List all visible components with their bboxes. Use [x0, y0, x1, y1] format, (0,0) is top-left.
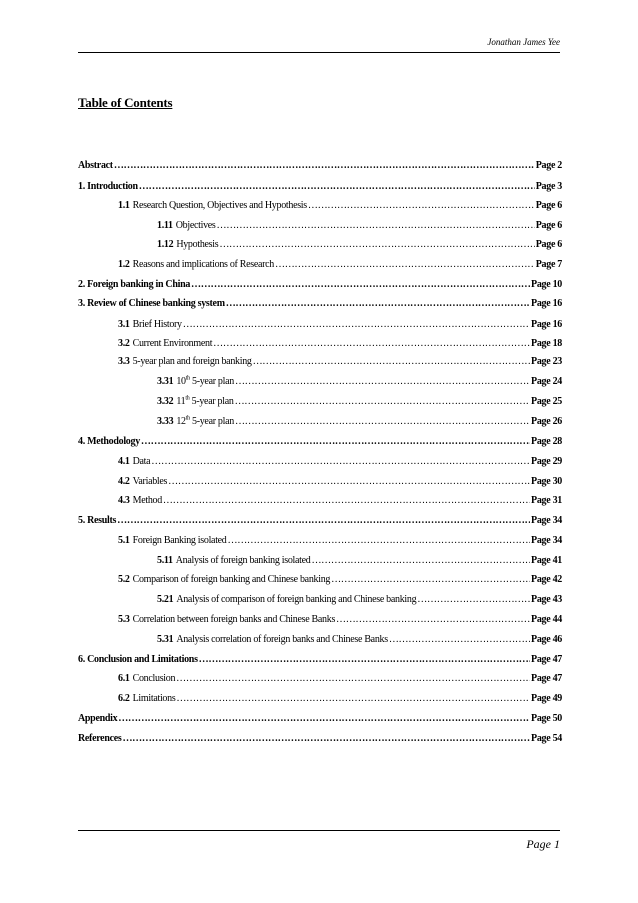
toc-entry-number: 3.2: [118, 338, 130, 349]
toc-entry-page: Page 46: [531, 634, 562, 645]
toc-entry-page: Page 3: [535, 181, 562, 192]
toc-entry-text: Brief History: [132, 319, 182, 330]
toc-entry-label: [157, 594, 416, 605]
toc-entry-label: [118, 614, 335, 625]
toc-entry-number: 4.1: [118, 456, 130, 467]
toc-entry-ordinal: 12: [176, 416, 186, 427]
toc-entry-text: Data: [132, 456, 151, 467]
toc-entry-text: 4. Methodology: [78, 436, 140, 447]
toc-dot-leader: [235, 416, 530, 427]
toc-entry[interactable]: [78, 634, 562, 652]
toc-entry-page: Page 42: [531, 574, 562, 585]
toc-entry[interactable]: [78, 535, 562, 553]
toc-entry-label: [118, 693, 175, 704]
toc-dot-leader: [217, 220, 535, 231]
toc-entry-page: Page 30: [531, 476, 562, 487]
toc-entry[interactable]: [78, 220, 562, 238]
toc-entry-number: 1.2: [118, 259, 130, 270]
toc-entry-text: Foreign Banking isolated: [132, 535, 227, 546]
toc-dot-leader: [176, 693, 530, 704]
toc-entry-number: 6.1: [118, 673, 130, 684]
toc-entry-text: 5-year plan: [189, 416, 234, 427]
toc-entry[interactable]: [78, 279, 562, 297]
toc-entry-page: Page 44: [531, 614, 562, 625]
toc-entry-text: Appendix: [78, 713, 118, 724]
toc-dot-leader: [235, 396, 530, 407]
toc-entry-page: Page 16: [531, 319, 562, 330]
toc-entry-number: 5.31: [157, 634, 174, 645]
toc-dot-leader: [139, 181, 535, 192]
toc-entry-text: Correlation between foreign banks and Chinese Banks: [132, 614, 336, 625]
toc-entry-text: 2. Foreign banking in China: [78, 279, 191, 290]
toc-entry-ordinal: 10: [176, 376, 186, 387]
toc-entry[interactable]: [78, 356, 562, 374]
toc-entry-number: 4.3: [118, 495, 130, 506]
toc-entry-number: 5.21: [157, 594, 174, 605]
toc-entry-label: [157, 220, 216, 231]
toc-entry[interactable]: [78, 673, 562, 691]
toc-entry-label: [118, 338, 212, 349]
toc-entry[interactable]: [78, 376, 562, 394]
toc-entry-number: 6.2: [118, 693, 130, 704]
toc-dot-leader: [253, 356, 530, 367]
toc-entry-number: 1.1: [118, 200, 130, 211]
toc-entry-number: 5.1: [118, 535, 130, 546]
toc-entry-label: [78, 160, 113, 171]
toc-entry[interactable]: [78, 436, 562, 454]
toc-entry[interactable]: [78, 654, 562, 672]
toc-entry-ordinal-suffix: th: [185, 375, 190, 382]
toc-dot-leader: [199, 654, 530, 665]
toc-dot-leader: [151, 456, 530, 467]
toc-dot-leader: [331, 574, 530, 585]
toc-entry-page: Page 47: [531, 673, 562, 684]
toc-entry-number: 3.31: [157, 376, 174, 387]
toc-entry-number: 3.33: [157, 416, 174, 427]
toc-entry-label: [78, 279, 190, 290]
toc-dot-leader: [191, 279, 530, 290]
toc-entry-page: Page 18: [531, 338, 562, 349]
toc-dot-leader: [226, 298, 530, 309]
toc-entry-label: [157, 239, 218, 250]
toc-entry[interactable]: [78, 416, 562, 434]
toc-entry[interactable]: [78, 574, 562, 592]
header-author: Jonathan James Yee: [487, 37, 560, 47]
toc-entry-number: 3.32: [157, 396, 174, 407]
toc-dot-leader: [163, 495, 530, 506]
toc-entry-page: Page 24: [531, 376, 562, 387]
toc-entry[interactable]: [78, 693, 562, 711]
toc-entry-label: [118, 476, 167, 487]
toc-entry-page: Page 7: [535, 259, 562, 270]
toc-dot-leader: [118, 713, 530, 724]
toc-entry-number: 5.11: [157, 555, 173, 566]
toc-entry-number: 5.2: [118, 574, 130, 585]
toc-entry[interactable]: [78, 476, 562, 494]
toc-entry-page: Page 49: [531, 693, 562, 704]
toc-entry[interactable]: [78, 594, 562, 612]
toc-entry-page: Page 6: [535, 220, 562, 231]
toc-entry-text: Research Question, Objectives and Hypothesis: [132, 200, 307, 211]
toc-entry-page: Page 43: [531, 594, 562, 605]
toc-entry-number: 3.3: [118, 356, 130, 367]
toc-entry-text: Reasons and implications of Research: [132, 259, 274, 270]
toc-entry[interactable]: [78, 181, 562, 199]
toc-entry[interactable]: [78, 456, 562, 474]
toc-entry-label: [78, 733, 121, 744]
toc-entry[interactable]: [78, 259, 562, 277]
toc-entry[interactable]: [78, 338, 562, 356]
toc-entry-page: Page 34: [531, 535, 562, 546]
toc-entry-number: 5.3: [118, 614, 130, 625]
toc-entry-page: Page 47: [531, 654, 562, 665]
toc-entry-number: 1.11: [157, 220, 173, 231]
toc-entry-text: References: [78, 733, 122, 744]
toc-dot-leader: [117, 515, 530, 526]
toc-entry-label: [118, 259, 274, 270]
toc-entry-text: Conclusion: [132, 673, 176, 684]
toc-entry-label: [78, 436, 140, 447]
toc-dot-leader: [389, 634, 530, 645]
toc-dot-leader: [336, 614, 530, 625]
toc-entry-page: Page 2: [535, 160, 562, 171]
toc-entry-number: 3.1: [118, 319, 130, 330]
toc-entry[interactable]: [78, 614, 562, 632]
toc-entry-text: 3. Review of Chinese banking system: [78, 298, 225, 309]
toc-dot-leader: [168, 476, 530, 487]
toc-entry[interactable]: [78, 200, 562, 218]
toc-entry-page: Page 6: [535, 200, 562, 211]
toc-entry-text: Limitations: [132, 693, 176, 704]
toc-entry-page: Page 16: [531, 298, 562, 309]
toc-entry-text: 5-year plan: [189, 396, 234, 407]
toc-entry-label: [78, 654, 198, 665]
toc-entry-label: [157, 416, 234, 427]
toc-dot-leader: [176, 673, 530, 684]
toc-entry-page: Page 54: [531, 733, 562, 744]
toc-entry-ordinal-suffix: th: [185, 415, 190, 422]
toc-entry-label: [78, 713, 117, 724]
header-rule: [78, 52, 560, 53]
toc-dot-leader: [228, 535, 531, 546]
toc-entry[interactable]: [78, 515, 562, 533]
toc-entry-text: Analysis of foreign banking isolated: [175, 555, 311, 566]
toc-entry-text: 5-year plan: [189, 376, 234, 387]
toc-entry-page: Page 26: [531, 416, 562, 427]
toc-entry-text: Objectives: [175, 220, 216, 231]
toc-dot-leader: [235, 376, 530, 387]
toc-entry-label: [78, 298, 225, 309]
toc-dot-leader: [122, 733, 530, 744]
toc-entry-number: 1.12: [157, 239, 174, 250]
toc-entry-label: [118, 200, 307, 211]
toc-dot-leader: [311, 555, 530, 566]
toc-entry-label: [118, 673, 175, 684]
toc-dot-leader: [308, 200, 535, 211]
toc-entry-label: [157, 396, 234, 407]
toc-entry-text: 5. Results: [78, 515, 117, 526]
toc-entry-text: Abstract: [78, 160, 113, 171]
toc-entry-page: Page 29: [531, 456, 562, 467]
toc-dot-leader: [417, 594, 530, 605]
toc-entry-number: 4.2: [118, 476, 130, 487]
toc-entry-page: Page 10: [531, 279, 562, 290]
toc-entry[interactable]: [78, 239, 562, 257]
toc-entry-label: [78, 181, 138, 192]
toc-entry-label: [118, 456, 150, 467]
toc-entry-text: Hypothesis: [176, 239, 219, 250]
toc-entry-label: [118, 319, 182, 330]
toc-entry-text: Analysis of comparison of foreign banking and Chinese banking: [176, 594, 417, 605]
toc-entry-text: 1. Introduction: [78, 181, 138, 192]
footer-page-number: Page 1: [526, 837, 560, 851]
toc-entry-text: 6. Conclusion and Limitations: [78, 654, 198, 665]
toc-entry-page: Page 23: [531, 356, 562, 367]
toc-entry[interactable]: [78, 319, 562, 337]
toc-entry-label: [157, 634, 388, 645]
toc-entry[interactable]: [78, 733, 562, 751]
toc-entry-text: 5-year plan and foreign banking: [132, 356, 252, 367]
toc-entry-page: Page 41: [531, 555, 562, 566]
toc-entry-text: Comparison of foreign banking and Chinese banking: [132, 574, 331, 585]
toc-entry[interactable]: [78, 555, 562, 573]
toc-entry-label: [157, 555, 310, 566]
toc-entry-label: [118, 535, 227, 546]
toc-entry[interactable]: [78, 160, 562, 178]
toc-dot-leader: [114, 160, 535, 171]
toc-dot-leader: [275, 259, 535, 270]
toc-entry[interactable]: [78, 713, 562, 731]
toc-entry-page: Page 28: [531, 436, 562, 447]
toc-dot-leader: [213, 338, 530, 349]
toc-entry[interactable]: [78, 298, 562, 316]
toc-entry[interactable]: [78, 495, 562, 513]
toc-entry-text: Analysis correlation of foreign banks and Chinese Banks: [176, 634, 388, 645]
toc-dot-leader: [141, 436, 530, 447]
toc-entry-label: [118, 495, 162, 506]
toc-dot-leader: [219, 239, 534, 250]
toc-entry-page: Page 25: [531, 396, 562, 407]
toc-entry-label: [78, 515, 116, 526]
toc-entry-ordinal: 11: [176, 396, 186, 407]
toc-entry-text: Variables: [132, 476, 168, 487]
toc-entry-page: Page 34: [531, 515, 562, 526]
toc-entry-page: Page 50: [531, 713, 562, 724]
toc-entry-ordinal-suffix: th: [185, 395, 190, 402]
footer-rule: [78, 830, 560, 831]
toc-entry-label: [118, 574, 330, 585]
toc-entry-page: Page 31: [531, 495, 562, 506]
toc-entry-text: Method: [132, 495, 162, 506]
toc-entry-text: Current Environment: [132, 338, 213, 349]
toc-dot-leader: [183, 319, 530, 330]
toc-entry-label: [157, 376, 234, 387]
toc-entry-page: Page 6: [535, 239, 562, 250]
toc-entry-label: [118, 356, 252, 367]
page-title: Table of Contents: [78, 95, 173, 110]
toc-entry[interactable]: [78, 396, 562, 414]
